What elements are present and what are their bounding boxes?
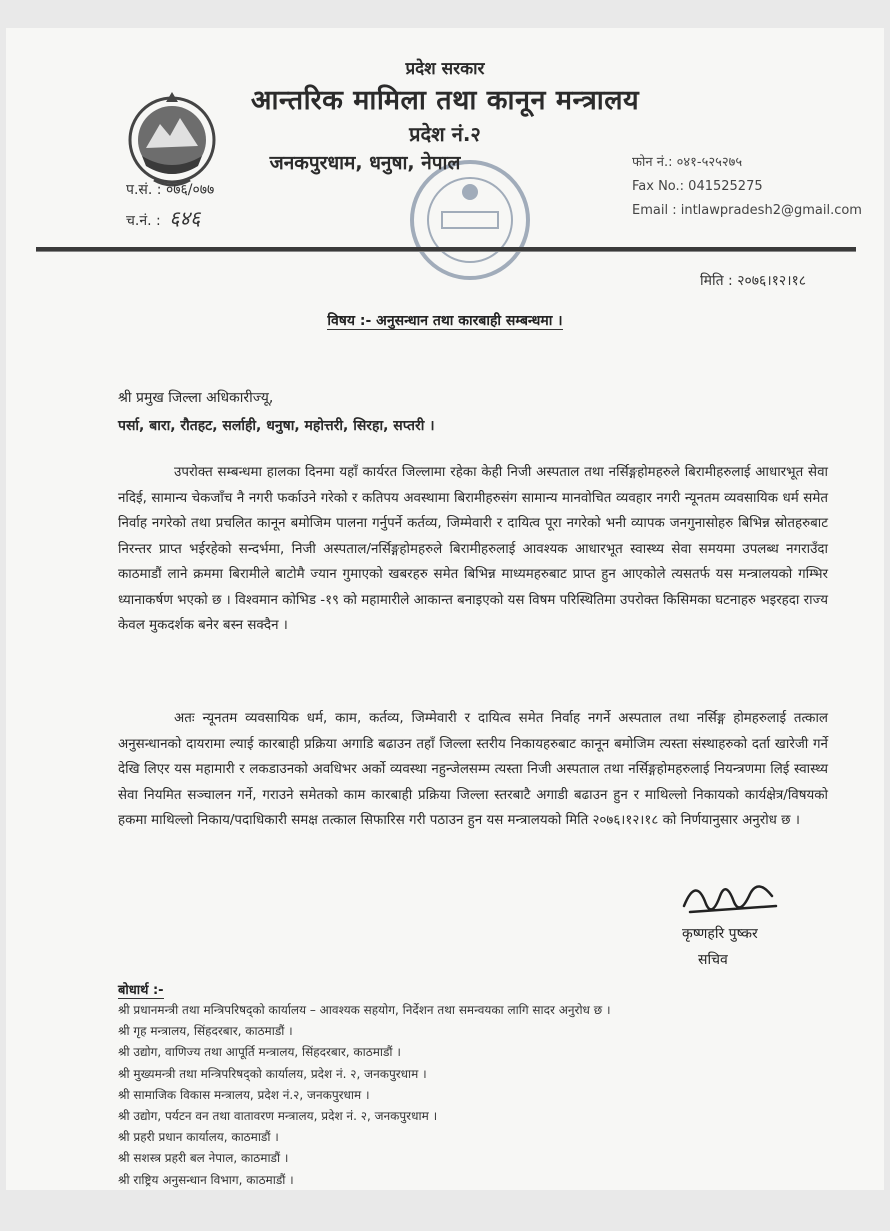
addressee-name: श्री प्रमुख जिल्ला अधिकारीज्यू,: [118, 390, 274, 406]
signature-icon: [676, 866, 786, 926]
contact-email: Email : intlawpradesh2@gmail.com: [632, 203, 862, 218]
cc-item: श्री मुख्यमन्त्री तथा मन्त्रिपरिषद्को कार्यालय, प्रदेश नं. २, जनकपुरधाम ।: [118, 1066, 427, 1081]
letter-sheet: [6, 28, 884, 1190]
cc-title: बोधार्थ :-: [118, 980, 164, 999]
reference-cn-label: च.नं. :: [126, 213, 161, 229]
header-ministry: आन्तरिक मामिला तथा कानून मन्त्रालय: [250, 85, 640, 116]
header-province: प्रदेश नं.२: [409, 122, 481, 146]
addressee-districts: पर्सा, बारा, रौतहट, सर्लाही, धनुषा, महोत्तरी, सिरहा, सप्तरी ।: [118, 418, 435, 434]
cc-item: श्री राष्ट्रिय अनुसन्धान विभाग, काठमाडौं ।: [118, 1172, 294, 1187]
body-paragraph-2: अतः न्यूनतम व्यवसायिक धर्म, काम, कर्तव्य, जिम्मेवारी र दायित्व समेत निर्वाह नगर्ने अस्पताल तथा नर्सिङ्ग होमहरुलाई तत्काल अनुसन्धानको दायरामा ल्याई कारबाही प्रक्रिया अगाडि बढाउन तहाँ जिल्ला स्तरीय निकायहरुबाट कानून बमोजिम त्यस्ता संस्थाहरुको दर्ता खारेजी गर्ने देखि लिएर यस महामारी र लकडाउनको अवधिभर अर्को व्यवस्था नहुन्जेलसम्म त्यस्ता निजी अस्पताल तथा नर्सिङ्गहोमहरुलाई नियन्त्रणमा लिई स्वास्थ्य सेवा नियमित सञ्चालन गर्ने, गराउने समेतको काम कारबाही प्रक्रिया जिल्ला स्तरबाटै अगाडी बढाउन हुन र माथिल्लो निकायको कार्यक्षेत्र/विषयको हकमा माथिल्लो निकाय/पदाधिकारी समक्ष तत्काल सिफारिस गरी पठाउन हुन यस मन्त्रालयको मिति २०७६।१२।१८ को निर्णयानुसार अनुरोध छ ।: [118, 711, 828, 828]
reference-ps: [126, 180, 214, 199]
office-stamp-icon: [406, 156, 534, 284]
contact-fax: Fax No.: 041525275: [632, 179, 763, 194]
contact-phone: फोन नं.: ०४१-५२५२७५: [632, 155, 743, 170]
body-paragraph-1: उपरोक्त सम्बन्धमा हालका दिनमा यहाँ कार्यरत जिल्लामा रहेका केही निजी अस्पताल तथा नर्सिङ्गहोमहरुले बिरामीहरुलाई आधारभूत सेवा नदिई, सामान्य चेकजाँच नै नगरी फर्काउने गरेको र कतिपय अवस्थामा बिरामीहरुसंग सामान्य मानवोचित व्यवहार नगरी न्यूनतम व्यवसायिक धर्म समेत निर्वाह नगरेको तथा प्रचलित कानून बमोजिम पालना गर्नुपर्ने कर्तव्य, जिम्मेवारी र दायित्व पूरा नगरेको भनी व्यापक जनगुनासोहरु बिभिन्न स्रोतहरुबाट निरन्तर प्राप्त भईरहेको सन्दर्भमा, निजी अस्पताल/नर्सिङ्गहोमहरुले बिरामीहरुलाई आवश्यक आधारभूत स्वास्थ्य सेवा समयमा उपलब्ध नगराउँदा काठमाडौं लाने क्रममा बिरामीले बाटोमै ज्यान गुमाएको खबरहरु समेत बिभिन्न माध्यमहरुबाट प्राप्त हुन आएकोले त्यसतर्फ यस मन्त्रालयको गम्भिर ध्यानाकर्षण भएको छ । विश्वमान कोभिड -१९ को महामारीले आकान्त बनाइएको यस विषम परिस्थितिमा उपरोक्त किसिमका घटनाहरु भइरहदा राज्य केवल मुकदर्शक बनेर बस्न सक्दैन ।: [118, 465, 828, 633]
cc-item: श्री प्रधानमन्त्री तथा मन्त्रिपरिषद्को कार्यालय – आवश्यक सहयोग, निर्देशन तथा समन्वयका लागि सादर अनुरोध छ ।: [118, 1003, 611, 1017]
reference-ps-value: ०७६/०७७: [165, 182, 215, 198]
reference-cn: [126, 204, 200, 231]
letter-date: मिति : २०७६।१२।१८: [700, 273, 807, 289]
cc-item: श्री उद्योग, वाणिज्य तथा आपूर्ति मन्त्रालय, सिंहदरबार, काठमाडौं ।: [118, 1045, 401, 1060]
letter-subject-text: विषय :- अनुसन्धान तथा कारबाही सम्बन्धमा ।: [327, 313, 563, 329]
signatory-title: सचिव: [698, 952, 728, 968]
header-state: प्रदेश सरकार: [405, 59, 485, 79]
reference-cn-value: ६४६: [169, 206, 201, 230]
cc-item: श्री सामाजिक विकास मन्त्रालय, प्रदेश नं.२, जनकपुरधाम ।: [118, 1087, 370, 1102]
cc-item: श्री गृह मन्त्रालय, सिंहदरबार, काठमाडौं ।: [118, 1024, 293, 1039]
letter-subject: [6, 311, 884, 330]
header-divider: [36, 247, 856, 252]
cc-item: श्री उद्योग, पर्यटन वन तथा वातावरण मन्त्रालय, प्रदेश नं. २, जनकपुरधाम ।: [118, 1108, 438, 1123]
reference-ps-label: प.सं. :: [126, 182, 162, 198]
cc-item: श्री सशस्त्र प्रहरी बल नेपाल, काठमाडौं ।: [118, 1151, 289, 1166]
cc-item: श्री प्रहरी प्रधान कार्यालय, काठमाडौं ।: [118, 1130, 279, 1145]
cc-list: [118, 1000, 611, 1190]
signatory-name: कृष्णहरि पुष्कर: [682, 926, 758, 942]
header-address: जनकपुरधाम, धनुषा, नेपाल: [269, 152, 461, 174]
